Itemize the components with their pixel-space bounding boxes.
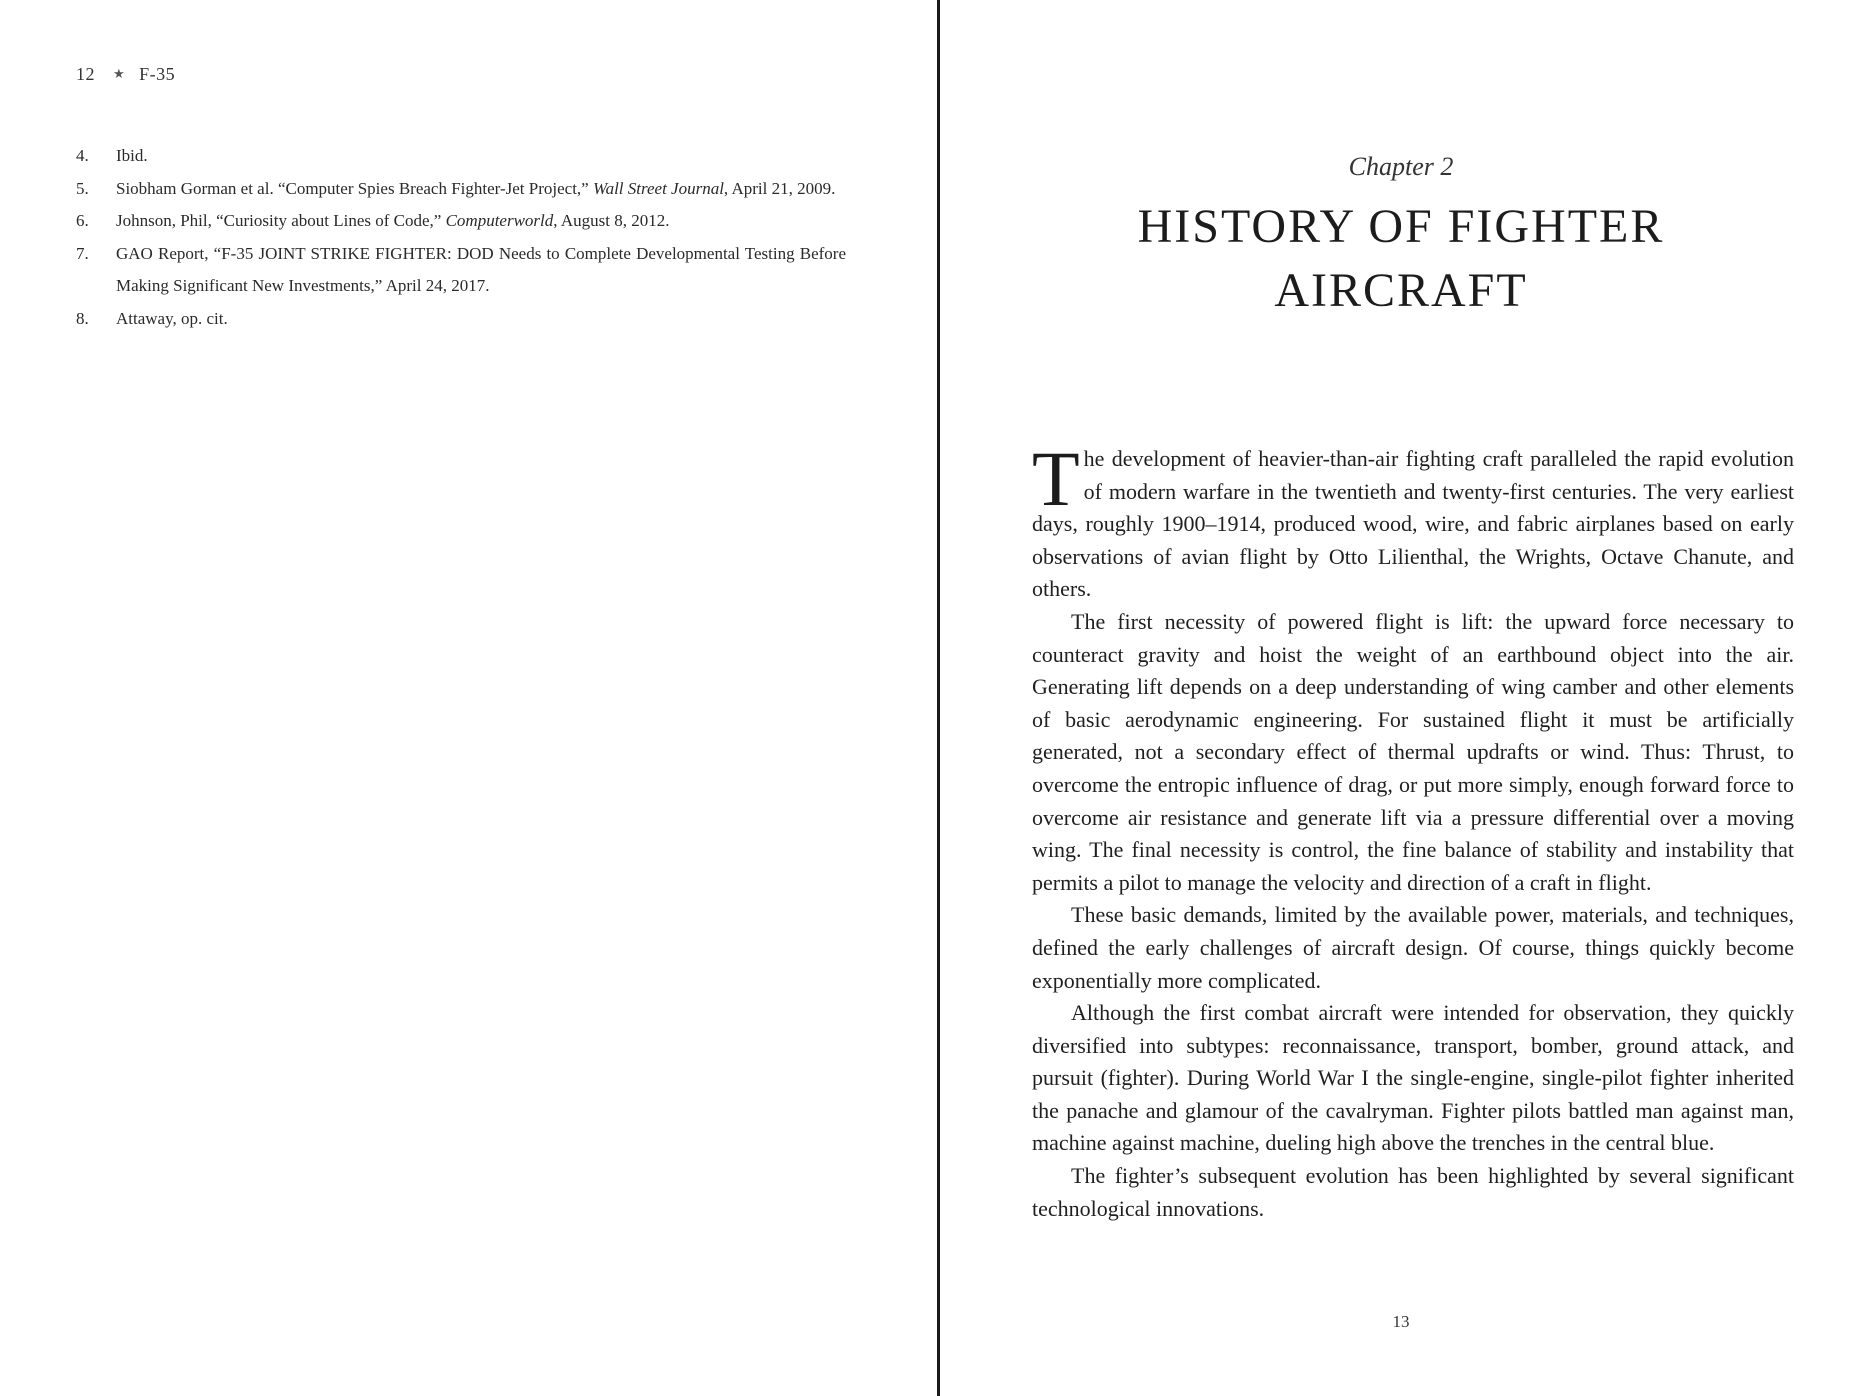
endnote-item <box>76 140 846 173</box>
endnote-text-segment: GAO Report, “F-35 JOINT STRIKE FIGHTER: DOD Needs to Complete Developmental Testing Before Making Significant New Investments,” April 24, 2017. <box>116 243 846 295</box>
left-page-number: 12 <box>76 64 95 84</box>
chapter-title-line-2: AIRCRAFT <box>1274 264 1528 317</box>
endnote-item <box>76 173 846 206</box>
star-ornament-icon: ★ <box>113 66 126 81</box>
running-title: F-35 <box>139 64 176 84</box>
body-paragraph: Although the first combat aircraft were intended for observation, they quickly diversified into subtypes: reconnaissance, transport, bomber, ground attack, and pursuit (fighter). During World War I the single-engine, single-pilot fighter inherited the panache and glamour of the cavalryman. Fighter pilots battled man against man, machine against machine, dueling high above the trenches in the central blue. <box>1032 1000 1794 1156</box>
endnote-item <box>76 303 846 336</box>
endnote-publication-title: Computerworld <box>445 211 554 230</box>
endnote-number: 6. <box>76 211 89 230</box>
first-paragraph-text: he development of heavier-than-air fighting craft paralleled the rapid evolution of modern warfare in the twentieth and twenty-first centuries. The very earliest days, roughly 1900–1914, produced wood, wire, and fabric airplanes based on early observations of avian flight by Otto Lilienthal, the Wrights, Octave Chanute, and others. <box>1032 446 1794 602</box>
chapter-title <box>940 195 1862 323</box>
endnote-number: 4. <box>76 146 89 165</box>
body-paragraph: These basic demands, limited by the available power, materials, and techniques, defined the early challenges of aircraft design. Of course, things quickly become exponentially more complicated. <box>1032 902 1794 993</box>
endnote-text-segment: Attaway, op. cit. <box>116 308 228 328</box>
endnote-text-segment: Ibid. <box>116 146 148 165</box>
endnote-text <box>116 238 846 303</box>
body-paragraph: The first necessity of powered flight is lift: the upward force necessary to counteract gravity and hoist the weight of an earthbound object into the air. Generating lift depends on a deep understanding of wing camber and other elements of basic aerodynamic engineering. For sustained flight it must be artificially generated, not a secondary effect of thermal updrafts or wind. Thus: Thrust, to overcome the entropic influence of drag, or put more simply, enough forward force to overcome air resistance and generate lift via a pressure differential over a moving wing. The final necessity is control, the fine balance of stability and instability that permits a pilot to manage the velocity and direction of a craft in flight. <box>1032 608 1794 895</box>
chapter-title-line-1: HISTORY OF FIGHTER <box>1137 200 1665 253</box>
chapter-label: Chapter 2 <box>1348 152 1454 181</box>
endnote-number: 5. <box>76 178 89 198</box>
endnote-item <box>76 205 846 238</box>
endnote-text <box>116 173 846 206</box>
right-page <box>940 0 1862 1396</box>
chapter-body <box>1032 435 1794 1225</box>
endnote-text-segment: Johnson, Phil, “Curiosity about Lines of Code,” <box>116 211 446 230</box>
drop-cap: T <box>1032 435 1080 522</box>
endnotes-list <box>76 140 846 335</box>
endnote-number: 8. <box>76 308 89 328</box>
right-page-number: 13 <box>1392 1312 1410 1331</box>
running-head <box>76 64 175 85</box>
endnote-text-segment: , August 8, 2012. <box>553 211 670 230</box>
endnote-publication-title: Wall Street Journal <box>592 178 724 198</box>
body-paragraph: The fighter’s subsequent evolution has been highlighted by several significant technological innovations. <box>1032 1163 1794 1221</box>
endnote-text <box>116 140 846 173</box>
endnote-text-segment: Siobham Gorman et al. “Computer Spies Breach Fighter-Jet Project,” <box>116 178 593 198</box>
endnote-item <box>76 238 846 303</box>
endnote-text <box>116 205 846 238</box>
endnote-text-segment: , April 21, 2009. <box>723 178 836 198</box>
body-paragraph <box>1032 435 1794 606</box>
endnote-text <box>116 303 846 336</box>
endnote-number: 7. <box>76 243 89 263</box>
